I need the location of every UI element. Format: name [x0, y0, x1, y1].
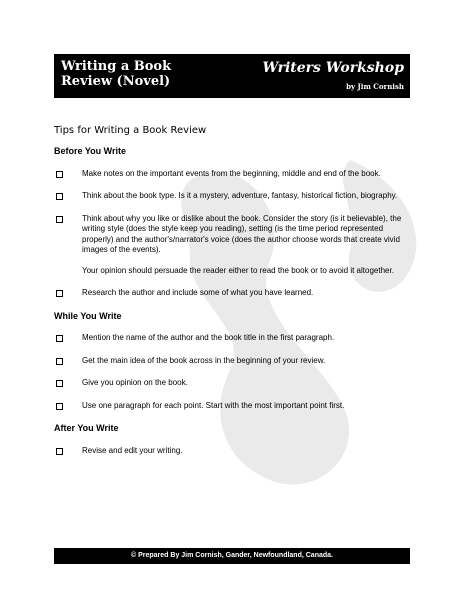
footer-credit: © Prepared By Jim Cornish, Gander, Newfoundland, Canada. — [54, 548, 410, 564]
page-title: Tips for Writing a Book Review — [54, 125, 207, 136]
header-banner — [54, 54, 410, 98]
section-before-you-write — [54, 146, 410, 299]
checklist-item — [54, 401, 410, 412]
section-title: After You Write — [54, 423, 119, 433]
checklist-item — [54, 446, 410, 457]
document-title: Writing a Book Review (Novel) — [61, 59, 172, 89]
checklist-item-text: Think about why you like or dislike about the book. Consider the story (is it believable), the writing style (does the style keep you reading), setting (is the time period represented properly) and the author's/narrator's voice (does the author choose words that create vivid images of the events). — [82, 213, 402, 254]
checklist-item-text: Use one paragraph for each point. Start with the most important point first. — [82, 400, 345, 410]
checklist-item-text: Get the main idea of the book across in the beginning of your review. — [82, 355, 326, 365]
checklist-item — [54, 378, 410, 389]
checklist-item-text: Think about the book type. Is it a mystery, adventure, fantasy, historical fiction, biography. — [82, 191, 398, 200]
checklist-item — [54, 288, 410, 299]
checklist-item — [54, 333, 410, 344]
checkbox-icon[interactable] — [56, 448, 63, 455]
series-title: Writers Workshop — [262, 60, 404, 76]
checklist-item-text: Give you opinion on the book. — [82, 378, 188, 387]
checklist-note: Your opinion should persuade the reader either to read the book or to avoid it altogether. — [82, 265, 394, 275]
checklist-item — [54, 214, 410, 256]
checklist-item — [54, 169, 410, 180]
section-title: Before You Write — [54, 146, 127, 156]
checkbox-icon[interactable] — [56, 335, 63, 342]
checklist-item-text: Research the author and include some of what you have learned. — [82, 288, 314, 297]
checklist-item-text: Revise and edit your writing. — [82, 445, 183, 455]
section-after-you-write — [54, 423, 410, 456]
checkbox-icon[interactable] — [56, 193, 63, 200]
tips-content — [54, 146, 410, 468]
checklist-item — [54, 356, 410, 367]
checkbox-icon[interactable] — [56, 171, 63, 178]
checkbox-icon[interactable] — [56, 290, 63, 297]
checklist-item — [54, 191, 410, 202]
checkbox-icon[interactable] — [56, 380, 63, 387]
checklist-item-text: Make notes on the important events from the beginning, middle and end of the book. — [82, 168, 381, 178]
checklist-item-text: Mention the name of the author and the book title in the first paragraph. — [82, 333, 335, 342]
author-credit: by Jim Cornish — [346, 82, 404, 91]
section-while-you-write — [54, 311, 410, 412]
checkbox-icon[interactable] — [56, 403, 63, 410]
checkbox-icon[interactable] — [56, 358, 63, 365]
checkbox-icon[interactable] — [56, 216, 63, 223]
section-title: While You Write — [54, 310, 122, 321]
